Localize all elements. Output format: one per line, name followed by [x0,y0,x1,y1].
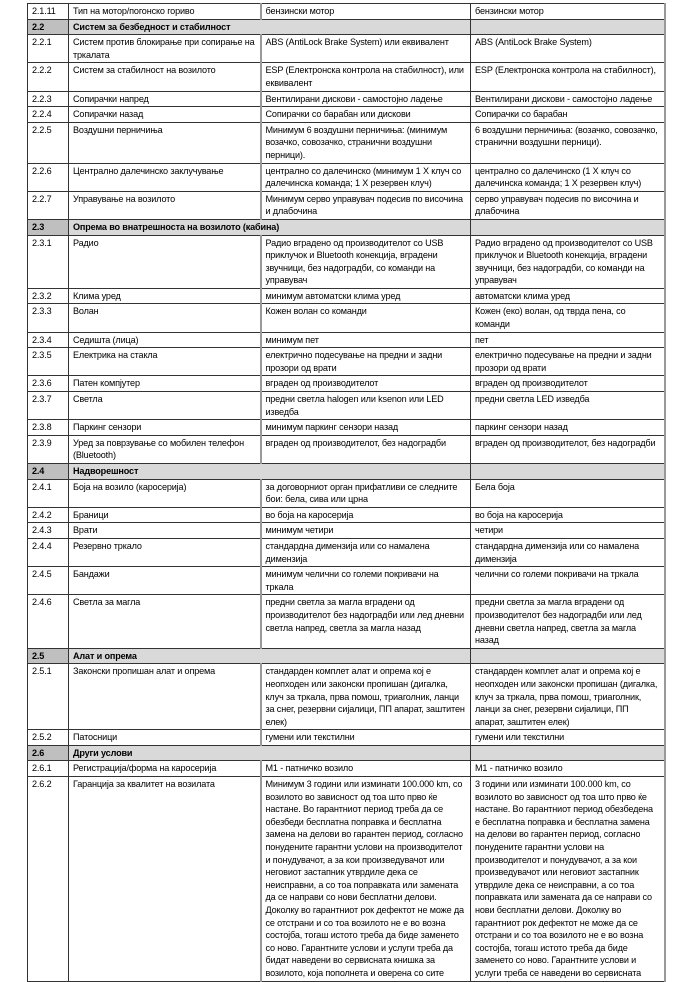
section-header-row [28,464,665,480]
item-number-cell: 2.5.2 [28,730,69,746]
item-name-cell: Светла [69,392,261,420]
offered-spec-cell: М1 - патничко возило [471,761,665,777]
offered-spec-cell: Кожен (еко) волан, од тврда пена, со команди [471,304,665,332]
offered-spec-cell: вграден од производителот [471,376,665,392]
item-name-cell: Врати [69,523,261,539]
item-name-cell: Волан [69,304,261,332]
item-name-cell: Светла за магла [69,595,261,648]
required-spec-cell: вграден од производителот, без надоградби [261,435,471,463]
item-number-cell: 2.3.4 [28,332,69,348]
item-name-cell: Седишта (лица) [69,332,261,348]
item-number-cell: 2.4.1 [28,479,69,507]
table-row [28,523,665,539]
item-number-cell: 2.2.7 [28,191,69,219]
offered-spec-cell: вграден од производителот, без надоградби [471,435,665,463]
item-name-cell: Систем против блокирање при сопирање на тркалата [69,35,261,63]
offered-spec-cell: Радио вградено од производителот со USB приклучок и Bluetooth конекција, вградени звучници, без надоградби, со команди на управувач [471,235,665,288]
section-title-cell: Опрема во внатрешноста на возилото (кабина) [69,219,471,235]
required-spec-cell: Радио вградено од производителот со USB приклучок и Bluetooth конекција, вградени звучници, без надоградби, со команди на управувач [261,235,471,288]
required-spec-cell: Вентилирани дискови - самостојно ладење [261,91,471,107]
item-number-cell: 2.4.5 [28,567,69,595]
offered-spec-cell: ABS (AntiLock Brake System) [471,35,665,63]
table-row [28,777,665,982]
table-row [28,63,665,91]
item-name-cell: Воздушни перничиња [69,122,261,163]
item-number-cell: 2.3.3 [28,304,69,332]
table-row [28,420,665,436]
table-row [28,163,665,191]
table-row [28,35,665,63]
offered-spec-cell: Вентилирани дискови - самостојно ладење [471,91,665,107]
item-name-cell: Регистрација/форма на каросерија [69,761,261,777]
technical-specification-table [27,3,666,982]
spec-document-page [27,3,664,982]
section-empty-cell [471,464,665,480]
table-row [28,435,665,463]
table-row [28,479,665,507]
spec-table-body [28,4,665,982]
offered-spec-cell: четири [471,523,665,539]
item-number-cell: 2.5.1 [28,664,69,730]
table-row [28,348,665,376]
required-spec-cell: бензински мотор [261,4,471,20]
item-number-cell: 2.3.9 [28,435,69,463]
required-spec-cell: во боја на каросерија [261,507,471,523]
item-number-cell: 2.6.1 [28,761,69,777]
required-spec-cell: вграден од производителот [261,376,471,392]
table-row [28,91,665,107]
item-number-cell: 2.2.1 [28,35,69,63]
table-row [28,761,665,777]
section-title-cell: Надворешност [69,464,471,480]
item-name-cell: Систем за стабилност на возилото [69,63,261,91]
table-row [28,538,665,566]
section-empty-cell [471,19,665,35]
table-row [28,304,665,332]
required-spec-cell: минимум паркинг сензори назад [261,420,471,436]
item-number-cell: 2.2.3 [28,91,69,107]
offered-spec-cell: паркинг сензори назад [471,420,665,436]
required-spec-cell: електрично подесување на предни и задни прозори од врати [261,348,471,376]
section-number-cell: 2.3 [28,219,69,235]
item-number-cell: 2.3.5 [28,348,69,376]
section-header-row [28,219,665,235]
section-empty-cell [471,648,665,664]
required-spec-cell: ABS (AntiLock Brake System) или еквивалент [261,35,471,63]
required-spec-cell: минимум пет [261,332,471,348]
item-number-cell: 2.4.6 [28,595,69,648]
offered-spec-cell: бензински мотор [471,4,665,20]
required-spec-cell: Минимум серво управувач подесив по височина и длабочина [261,191,471,219]
item-name-cell: Резервно тркало [69,538,261,566]
item-number-cell: 2.3.2 [28,288,69,304]
required-spec-cell: Кожен волан со команди [261,304,471,332]
item-number-cell: 2.3.1 [28,235,69,288]
table-row [28,664,665,730]
item-name-cell: Централно далечинско заклучување [69,163,261,191]
offered-spec-cell: 3 години или изминати 100.000 km, со возилото во зависност од тоа што прво ќе настане. Во гарантниот период обезбедена е бесплатна поправка и бесплатна замена на делови во гарантен период, согласно понудените гарантни услови на производителот и понудувачот, а за кои произведувачот или неговиот застапник утврдиле дека се неисправни, а со тоа поправката или замената да се направи со нови бесплатни делови. Доколку во гарантниот рок дефектот не може да се отстрани и со тоа возилото не е во возна состојба, тогаш истото треба да биде заменето со ново. Гарантните услови и услуги треба се наведени во сервисната [471,777,665,982]
table-row [28,567,665,595]
item-number-cell: 2.3.8 [28,420,69,436]
required-spec-cell: минимум автоматски клима уред [261,288,471,304]
required-spec-cell: ESP (Електронска контрола на стабилност), или еквивалент [261,63,471,91]
required-spec-cell: предни светла за магла вградени од производителот без надоградби или лед дневни светла напред, светла за магла назад [261,595,471,648]
offered-spec-cell: ESP (Електронска контрола на стабилност), [471,63,665,91]
item-name-cell: Управување на возилото [69,191,261,219]
item-number-cell: 2.2.5 [28,122,69,163]
item-name-cell: Паркинг сензори [69,420,261,436]
item-number-cell: 2.3.7 [28,392,69,420]
required-spec-cell: минимум челични со големи покривачи на тркала [261,567,471,595]
section-empty-cell [471,219,665,235]
item-name-cell: Патосници [69,730,261,746]
item-number-cell: 2.4.4 [28,538,69,566]
item-name-cell: Законски пропишан алат и опрема [69,664,261,730]
item-name-cell: Гаранција за квалитет на возилата [69,777,261,982]
required-spec-cell: гумени или текстилни [261,730,471,746]
section-header-row [28,745,665,761]
required-spec-cell: централно со далечинско (минимум 1 X клуч со далечинска команда; 1 X резервен клуч) [261,163,471,191]
offered-spec-cell: во боја на каросерија [471,507,665,523]
item-name-cell: Тип на мотор/погонско гориво [69,4,261,20]
offered-spec-cell: предни светла LED изведба [471,392,665,420]
table-row [28,392,665,420]
offered-spec-cell: стандарден комплет алат и опрема кој е неопходен или законски пропишан (дигалка, клуч за тркала, прва помош, триаголник, ланци за снег, резервни сијалици, ПП апарат, заштитен елек) [471,664,665,730]
required-spec-cell: предни светла halogen или ksenon или LED изведба [261,392,471,420]
table-row [28,191,665,219]
section-title-cell: Други услови [69,745,471,761]
item-number-cell: 2.3.6 [28,376,69,392]
item-number-cell: 2.4.2 [28,507,69,523]
item-name-cell: Радио [69,235,261,288]
table-row [28,376,665,392]
required-spec-cell: М1 - патничко возило [261,761,471,777]
offered-spec-cell: челични со големи покривачи на тркала [471,567,665,595]
item-name-cell: Боја на возило (каросерија) [69,479,261,507]
table-row [28,235,665,288]
item-name-cell: Браници [69,507,261,523]
required-spec-cell: Сопирачки со барабан или дискови [261,107,471,123]
required-spec-cell: Минимум 3 години или изминати 100.000 km, со возилото во зависност од тоа што прво ќе настане. Во гарантниот период треба да се обезбеди бесплатна поправка и бесплатна замена на делови во гарантен период, согласно понудените гарантни услови на производителот и понудувачот, а за кои произведувачот или неговиот застапник утврдиле дека се неисправни, а со тоа поправката или замената да се направи со нови бесплатни делови. Доколку во гарантниот рок дефектот не може да се отстрани и со тоа возилото не е во возна состојба, тогаш истото треба да биде заменето со ново. Гарантните услови и услуги треба да бидат наведени во сервисната книшка за возилото, која пополнета и оверена со сите [261,777,471,982]
offered-spec-cell: гумени или текстилни [471,730,665,746]
table-row [28,507,665,523]
item-number-cell: 2.2.6 [28,163,69,191]
section-empty-cell [471,745,665,761]
item-number-cell: 2.1.11 [28,4,69,20]
offered-spec-cell: Бела боја [471,479,665,507]
item-number-cell: 2.4.3 [28,523,69,539]
offered-spec-cell: централно со далечинско (1 X клуч со далечинска команда; 1 X резервен клуч) [471,163,665,191]
required-spec-cell: Минимум 6 воздушни перничиња: (минимум возачко, совозачко, странични воздушни перници). [261,122,471,163]
item-number-cell: 2.6.2 [28,777,69,982]
item-name-cell: Патен компјутер [69,376,261,392]
table-row [28,288,665,304]
section-number-cell: 2.2 [28,19,69,35]
section-number-cell: 2.6 [28,745,69,761]
table-row [28,332,665,348]
table-row [28,730,665,746]
item-number-cell: 2.2.2 [28,63,69,91]
item-name-cell: Уред за поврзување со мобилен телефон (Bluetooth) [69,435,261,463]
offered-spec-cell: 6 воздушни перничиња: (возачко, совозачко, странични воздушни перници). [471,122,665,163]
item-name-cell: Сопирачки назад [69,107,261,123]
required-spec-cell: стандарден комплет алат и опрема кој е неопходен или законски пропишан (дигалка, клуч за тркала, прва помош, триаголник, ланци за снег, резервни сијалици, ПП апарат, заштитен елек) [261,664,471,730]
section-header-row [28,19,665,35]
required-spec-cell: за договорниот орган прифатливи се следните бои: бела, сива или црна [261,479,471,507]
item-name-cell: Бандажи [69,567,261,595]
section-header-row [28,648,665,664]
required-spec-cell: стандардна димензија или со намалена димензија [261,538,471,566]
offered-spec-cell: Сопирачки со барабан [471,107,665,123]
table-row [28,107,665,123]
item-name-cell: Клима уред [69,288,261,304]
table-row [28,122,665,163]
table-row [28,4,665,20]
section-title-cell: Систем за безбедност и стабилност [69,19,471,35]
offered-spec-cell: серво управувач подесив по височина и длабочина [471,191,665,219]
offered-spec-cell: предни светла за магла вградени од производителот без надоградби или лед дневни светла напред, светла за магла назад [471,595,665,648]
offered-spec-cell: стандардна димензија или со намалена димензија [471,538,665,566]
offered-spec-cell: електрично подесување на предни и задни прозори од врати [471,348,665,376]
item-name-cell: Сопирачки напред [69,91,261,107]
required-spec-cell: минимум четири [261,523,471,539]
item-number-cell: 2.2.4 [28,107,69,123]
section-number-cell: 2.5 [28,648,69,664]
offered-spec-cell: пет [471,332,665,348]
offered-spec-cell: автоматски клима уред [471,288,665,304]
item-name-cell: Електрика на стакла [69,348,261,376]
table-row [28,595,665,648]
section-title-cell: Алат и опрема [69,648,471,664]
section-number-cell: 2.4 [28,464,69,480]
